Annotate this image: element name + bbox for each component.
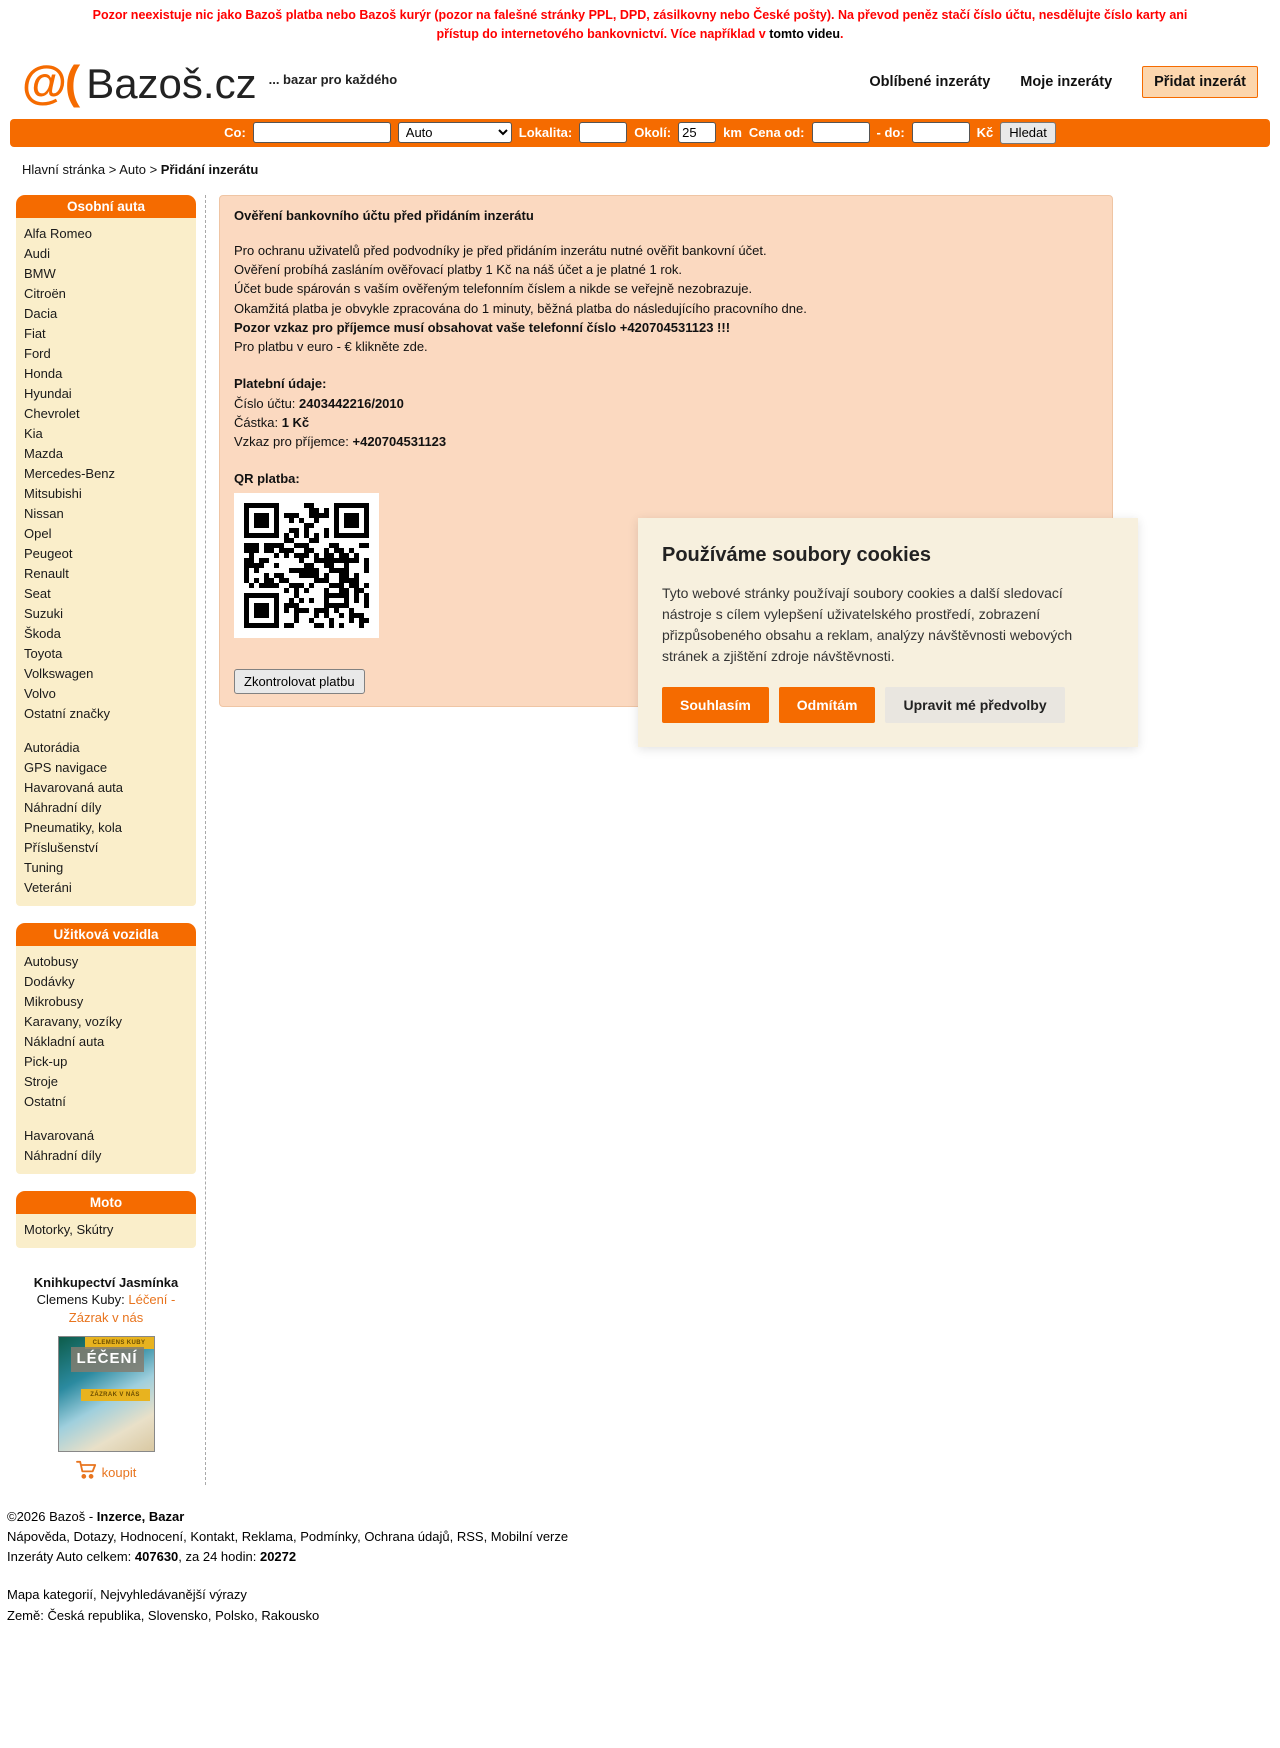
logo[interactable] <box>22 55 257 108</box>
sidebar-item-citro-n[interactable]: Citroën <box>24 286 66 302</box>
footer-links-line: Nápověda, Dotazy, Hodnocení, Kontakt, Reklama, Podmínky, Ochrana údajů, RSS, Mobilní verze <box>7 1529 569 1545</box>
sidebar-item-kia[interactable]: Kia <box>24 426 43 442</box>
sidebar-section-title: Užitková vozidla <box>16 923 196 946</box>
sidebar-item-karavany-voz-ky[interactable]: Karavany, vozíky <box>24 1014 123 1030</box>
country-link-polsko[interactable]: Polsko <box>215 1607 255 1623</box>
sidebar-item-suzuki[interactable]: Suzuki <box>24 606 64 622</box>
group-gap <box>16 1112 196 1126</box>
sidebar-item-opel[interactable]: Opel <box>24 526 52 542</box>
sidebar-item-stroje[interactable]: Stroje <box>24 1074 58 1090</box>
sidebar-item-autobusy[interactable]: Autobusy <box>24 954 79 970</box>
sidebar-item-n-kladn-auta[interactable]: Nákladní auta <box>24 1034 105 1050</box>
footer-link-podm-nky[interactable]: Podmínky <box>300 1529 358 1545</box>
breadcrumb-auto-link[interactable]: Auto <box>119 161 146 177</box>
verification-text-line: Pro ochranu uživatelů před podvodníky je před přidáním inzerátu nutné ověřit bankovní účet. <box>234 242 767 258</box>
fraud-warning-banner <box>0 0 1280 49</box>
sidebar-item-chevrolet[interactable]: Chevrolet <box>24 406 80 422</box>
cookie-consent-dialog <box>638 518 1138 747</box>
cart-icon <box>76 1460 98 1485</box>
country-links: Česká republika, Slovensko, Polsko, Rakousko <box>47 1607 320 1623</box>
search-location-input[interactable] <box>579 122 627 143</box>
sidebar-item-mazda[interactable]: Mazda <box>24 446 64 462</box>
qr-heading: QR platba: <box>234 471 300 487</box>
sidebar-item-peugeot[interactable]: Peugeot <box>24 546 73 562</box>
footer <box>0 1485 1280 1626</box>
sidebar-item-volvo[interactable]: Volvo <box>24 686 56 702</box>
vertical-divider <box>205 195 206 1485</box>
sidebar-item-motorky-sk-try[interactable]: Motorky, Skútry <box>24 1222 114 1238</box>
tagline: ... bazar pro každého <box>268 72 398 88</box>
sidebar-section-moto <box>16 1191 196 1248</box>
breadcrumb-current: Přidání inzerátu <box>160 161 259 177</box>
copyright-text: ©2026 Bazoš - <box>7 1508 97 1524</box>
search-price-from-label: Cena od: <box>748 125 805 141</box>
verification-title: Ověření bankovního účtu před přidáním inzerátu <box>234 207 534 223</box>
sidebar-item-dacia[interactable]: Dacia <box>24 306 58 322</box>
search-radius-unit: km <box>723 125 742 141</box>
verification-text-line: Pro platbu v euro - € klikněte zde. <box>234 339 428 355</box>
stats-prefix: Inzeráty Auto celkem: <box>7 1549 135 1565</box>
book-cover-subtitle: ZÁZRAK V NÁS <box>81 1389 150 1401</box>
check-payment-button[interactable]: Zkontrolovat platbu <box>234 669 365 694</box>
sidebar-item-renault[interactable]: Renault <box>24 566 69 582</box>
payment-label: Částka: <box>234 414 282 430</box>
footer-link-reklama[interactable]: Reklama <box>241 1529 293 1545</box>
sidebar-item-ostatn-zna-ky[interactable]: Ostatní značky <box>24 706 110 722</box>
search-price-to-label: - do: <box>876 125 905 141</box>
breadcrumb <box>0 162 1280 177</box>
sidebar-item-mercedes-benz[interactable]: Mercedes-Benz <box>24 466 116 482</box>
payment-label: Vzkaz pro příjemce: <box>234 434 353 450</box>
breadcrumb-separator: > <box>105 161 120 177</box>
verification-text-line: Účet bude spárován s vaším ověřeným telefonním číslem a nikde se veřejně nezobrazuje. <box>234 281 753 297</box>
payment-row-stka <box>234 413 1098 432</box>
payment-row-vzkaz-pro-p-jemce <box>234 432 1098 451</box>
sidebar-item-pneumatiky-kola[interactable]: Pneumatiky, kola <box>24 820 123 836</box>
sidebar-list <box>16 1214 196 1248</box>
cookie-title: Používáme soubory cookies <box>662 544 931 566</box>
ad-shop-name: Knihkupectví Jasmínka <box>33 1274 179 1290</box>
footer-link-inzerce[interactable]: Inzerce <box>96 1508 142 1524</box>
cookie-reject-button[interactable]: Odmítám <box>779 687 876 723</box>
sidebar-item-pick-up[interactable]: Pick-up <box>24 1054 68 1070</box>
sidebar-item-havarovan-auta[interactable]: Havarovaná auta <box>24 780 124 796</box>
logo-text: Bazoš.cz <box>86 59 257 107</box>
payment-details <box>234 394 1098 452</box>
sidebar-section-u-itkov-vozidla <box>16 923 196 1174</box>
search-radius-label: Okolí: <box>634 125 672 141</box>
nav-favorite-ads[interactable]: Oblíbené inzeráty <box>869 73 991 90</box>
footer-link-kontakt[interactable]: Kontakt <box>190 1529 235 1545</box>
sidebar-item-n-hradn-d-ly[interactable]: Náhradní díly <box>24 1148 102 1164</box>
sidebar-item-bmw[interactable]: BMW <box>24 266 56 282</box>
breadcrumb-separator: > <box>145 161 161 177</box>
stats-daily: 20272 <box>259 1549 297 1565</box>
ad-book-link[interactable]: Léčení - Zázrak v nás <box>68 1292 176 1325</box>
warning-video-link[interactable]: tomto videu <box>769 27 841 42</box>
search-bar <box>10 119 1270 147</box>
footer-link-hodnocen[interactable]: Hodnocení <box>120 1529 184 1545</box>
sidebar-item-honda[interactable]: Honda <box>24 366 63 382</box>
verification-warning-line: Pozor vzkaz pro příjemce musí obsahovat vaše telefonní číslo +420704531123 !!! <box>234 319 731 335</box>
footer-stats <box>7 1547 1280 1567</box>
sidebar-item-ford[interactable]: Ford <box>24 346 51 362</box>
verification-text-line: Ověření probíhá zasláním ověřovací platby 1 Kč na náš účet a je platné 1 rok. <box>234 262 683 278</box>
sidebar-item-tuning[interactable]: Tuning <box>24 860 64 876</box>
buy-row <box>16 1460 196 1485</box>
sidebar-section-osobn-auta <box>16 195 196 906</box>
book-cover-image[interactable] <box>58 1336 155 1452</box>
fraud-warning-period: . <box>840 27 844 42</box>
footer-map-links: Mapa kategorií, Nejvyhledávanější výrazy <box>7 1587 247 1603</box>
search-price-from-input[interactable] <box>812 122 870 143</box>
payment-heading: Platební údaje: <box>234 376 327 392</box>
footer-link-n-pov-da[interactable]: Nápověda <box>7 1529 67 1545</box>
sidebar-list <box>16 218 196 906</box>
sidebar-item-alfa-romeo[interactable]: Alfa Romeo <box>24 226 92 242</box>
search-location-label: Lokalita: <box>518 125 573 141</box>
sidebar-item-koda[interactable]: Škoda <box>24 626 61 642</box>
sidebar-item-nissan[interactable]: Nissan <box>24 506 64 522</box>
breadcrumb-home-link[interactable]: Hlavní stránka <box>22 161 106 177</box>
footer-link-nejvyhled-van-j-v-razy[interactable]: Nejvyhledávanější výrazy <box>100 1587 247 1603</box>
country-link-esk-republika[interactable]: Česká republika <box>47 1607 141 1623</box>
sidebar-section-title: Osobní auta <box>16 195 196 218</box>
nav-my-ads[interactable]: Moje inzeráty <box>1020 73 1113 90</box>
payment-value: 2403442216/2010 <box>299 395 404 411</box>
footer-copyright <box>7 1507 1280 1527</box>
sidebar-ad <box>16 1274 196 1485</box>
search-what-label: Co: <box>224 125 246 141</box>
sidebar-list <box>16 946 196 1174</box>
header-nav <box>869 66 1258 98</box>
sidebar-section-title: Moto <box>16 1191 196 1214</box>
fraud-warning-text: Pozor neexistuje nic jako Bazoš platba nebo Bazoš kurýr (pozor na falešné stránky PPL, DPD, zásilkovny nebo České pošty). Na převod peněz stačí číslo účtu, nesdělujte číslo karty ani přístup do internetového bankovnictví. Více například v <box>92 8 1188 42</box>
sidebar-item-veter-ni[interactable]: Veteráni <box>24 880 72 896</box>
sidebar-item-havarovan[interactable]: Havarovaná <box>24 1128 95 1144</box>
footer-link-rss[interactable]: RSS <box>456 1529 484 1545</box>
verification-text-line: Okamžitá platba je obvykle zpracována do 1 minuty, běžná platba do následujícího pracovního dne. <box>234 300 807 316</box>
sidebar-item-ostatn[interactable]: Ostatní <box>24 1094 66 1110</box>
search-currency-label: Kč <box>976 125 994 141</box>
stats-middle: , za 24 hodin: <box>178 1549 260 1565</box>
search-submit-button[interactable]: Hledat <box>1000 122 1056 144</box>
sidebar-item-n-hradn-d-ly[interactable]: Náhradní díly <box>24 800 102 816</box>
payment-value: 1 Kč <box>281 414 310 430</box>
sidebar-item-hyundai[interactable]: Hyundai <box>24 386 72 402</box>
sidebar-item-fiat[interactable]: Fiat <box>24 326 46 342</box>
content-wrap <box>0 189 1280 1485</box>
ad-author-prefix: Clemens Kuby: <box>36 1292 129 1308</box>
sidebar-item-seat[interactable]: Seat <box>24 586 51 602</box>
logo-at-icon: @( <box>22 55 79 108</box>
cookie-settings-button[interactable]: Upravit mé předvolby <box>885 687 1064 723</box>
book-cover-title: LÉČENÍ <box>71 1347 144 1371</box>
qr-code <box>234 493 379 638</box>
footer-link-mapa-kategori[interactable]: Mapa kategorií <box>7 1587 93 1603</box>
footer-link-mobiln-verze[interactable]: Mobilní verze <box>490 1529 569 1545</box>
header <box>0 49 1280 111</box>
sidebar-item-mikrobusy[interactable]: Mikrobusy <box>24 994 84 1010</box>
search-what-input[interactable] <box>253 122 391 143</box>
payment-value: +420704531123 <box>352 434 447 450</box>
stats-total: 407630 <box>134 1549 179 1565</box>
search-price-to-input[interactable] <box>912 122 970 143</box>
country-link-rakousko[interactable]: Rakousko <box>261 1607 320 1623</box>
copyright-links: Inzerce, Bazar <box>96 1508 185 1524</box>
footer-link-ochrana-daj[interactable]: Ochrana údajů <box>364 1529 450 1545</box>
buy-link[interactable]: koupit <box>101 1464 137 1480</box>
sidebar <box>16 195 196 1485</box>
payment-label: Číslo účtu: <box>234 395 300 411</box>
footer-gap <box>7 1567 1280 1585</box>
countries-prefix: Země: <box>7 1607 48 1623</box>
sidebar-item-p-slu-enstv[interactable]: Příslušenství <box>24 840 99 856</box>
sidebar-item-dod-vky[interactable]: Dodávky <box>24 974 75 990</box>
sidebar-item-gps-navigace[interactable]: GPS navigace <box>24 760 108 776</box>
category-select[interactable] <box>398 122 512 143</box>
country-link-slovensko[interactable]: Slovensko <box>147 1607 208 1623</box>
payment-row-slo-tu <box>234 394 1098 413</box>
sidebar-item-mitsubishi[interactable]: Mitsubishi <box>24 486 82 502</box>
add-ad-button[interactable]: Přidat inzerát <box>1142 66 1258 98</box>
sidebar-item-volkswagen[interactable]: Volkswagen <box>24 666 94 682</box>
group-gap <box>16 724 196 738</box>
verification-intro <box>234 241 1098 356</box>
footer-link-bazar[interactable]: Bazar <box>148 1508 185 1524</box>
sidebar-item-autor-dia[interactable]: Autorádia <box>24 740 80 756</box>
cookie-text: Tyto webové stránky používají soubory cookies a další sledovací nástroje s cílem vylepšení uživatelského prostředí, zobrazení přizpůsobeného obsahu a reklam, analýzy návštěvnosti webových stránek a zjištění zdroje návštěvnosti. <box>662 585 1073 664</box>
cookie-buttons <box>662 687 1114 723</box>
sidebar-item-toyota[interactable]: Toyota <box>24 646 63 662</box>
ad-book-line <box>16 1291 196 1326</box>
sidebar-item-audi[interactable]: Audi <box>24 246 51 262</box>
book-cover-author: CLEMENS KUBY <box>85 1337 154 1349</box>
footer-link-dotazy[interactable]: Dotazy <box>73 1529 114 1545</box>
footer-countries <box>7 1606 1280 1626</box>
search-radius-input[interactable] <box>678 122 716 143</box>
cookie-accept-button[interactable]: Souhlasím <box>662 687 769 723</box>
